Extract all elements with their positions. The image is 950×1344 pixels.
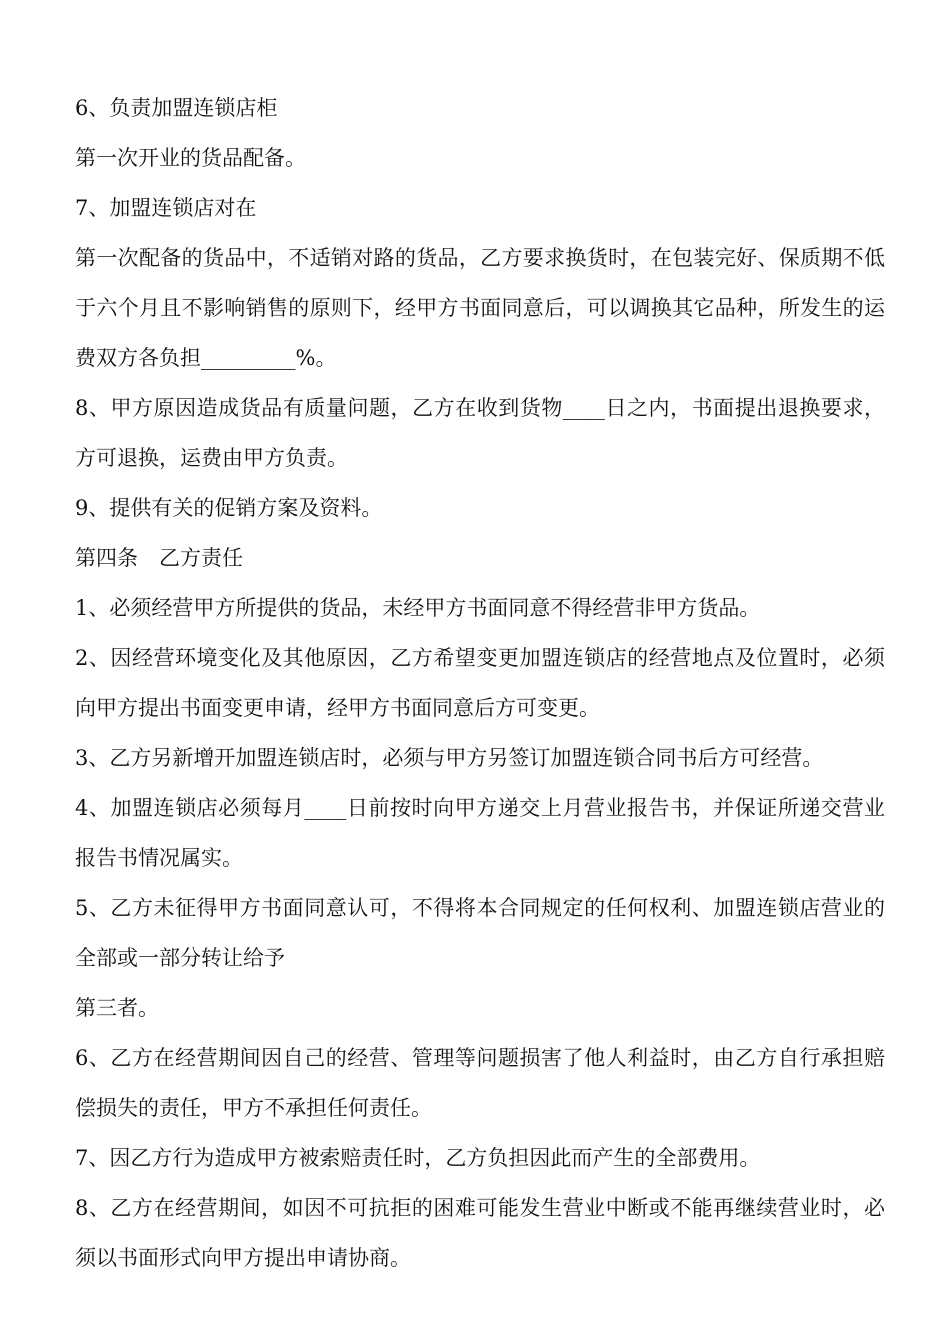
paragraph-15: 7、因乙方行为造成甲方被索赔责任时，乙方负担因此而产生的全部费用。 bbox=[75, 1146, 761, 1170]
paragraph-2: 第一次开业的货品配备。 bbox=[75, 146, 306, 170]
paragraph-1: 6、负责加盟连锁店柜 bbox=[75, 96, 278, 120]
paragraph-6: 9、提供有关的促销方案及资料。 bbox=[75, 496, 383, 520]
paragraph-10: 3、乙方另新增开加盟连锁店时，必须与甲方另签订加盟连锁合同书后方可经营。 bbox=[75, 746, 824, 770]
paragraph-13: 第三者。 bbox=[75, 996, 159, 1020]
paragraph-14: 6、乙方在经营期间因自己的经营、管理等问题损害了他人利益时，由乙方自行承担赔偿损失的责任，甲方不承担任何责任。 bbox=[75, 1046, 885, 1120]
paragraph-12: 5、乙方未征得甲方书面同意认可，不得将本合同规定的任何权利、加盟连锁店营业的全部或一部分转让给予 bbox=[75, 896, 885, 970]
paragraph-4: 第一次配备的货品中，不适销对路的货品，乙方要求换货时，在包装完好、保质期不低于六个月且不影响销售的原则下，经甲方书面同意后，可以调换其它品种，所发生的运费双方各负担_________%。 bbox=[75, 246, 885, 370]
paragraph-3: 7、加盟连锁店对在 bbox=[75, 196, 257, 220]
paragraph-9: 2、因经营环境变化及其他原因，乙方希望变更加盟连锁店的经营地点及位置时，必须向甲方提出书面变更申请，经甲方书面同意后方可变更。 bbox=[75, 646, 885, 720]
paragraph-11: 4、加盟连锁店必须每月____日前按时向甲方递交上月营业报告书，并保证所递交营业报告书情况属实。 bbox=[75, 796, 885, 870]
document-page bbox=[75, 83, 885, 1283]
paragraph-16: 8、乙方在经营期间，如因不可抗拒的困难可能发生营业中断或不能再继续营业时，必须以书面形式向甲方提出申请协商。 bbox=[75, 1196, 885, 1270]
section-heading-article-4: 第四条 乙方责任 bbox=[75, 546, 243, 570]
paragraph-5: 8、甲方原因造成货品有质量问题，乙方在收到货物____日之内，书面提出退换要求，方可退换，运费由甲方负责。 bbox=[75, 396, 885, 470]
paragraph-8: 1、必须经营甲方所提供的货品，未经甲方书面同意不得经营非甲方货品。 bbox=[75, 596, 761, 620]
